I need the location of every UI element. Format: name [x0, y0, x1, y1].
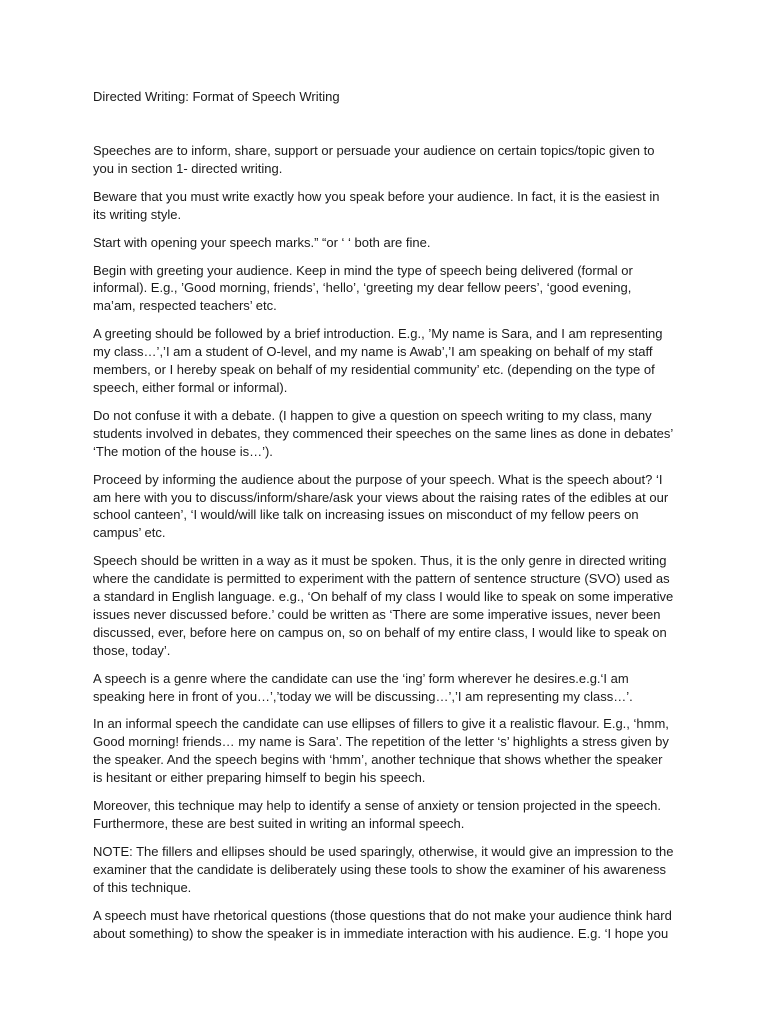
- paragraph-line: In an informal speech the candidate can use ellipses of fillers to give it a realistic flavour. E.g., ‘hmm,: [93, 716, 669, 732]
- paragraph-line: ‘The motion of the house is…’).: [93, 443, 273, 459]
- paragraph: [93, 715, 683, 787]
- paragraph-line: issues never discussed before.’ could be written as ‘There are some imperative issues, never been: [93, 606, 661, 622]
- paragraph: [93, 407, 683, 461]
- paragraph-line: speech, either formal or informal).: [93, 379, 288, 395]
- paragraph: [93, 907, 683, 943]
- paragraph-line: am here with you to discuss/inform/share/ask your views about the raising rates of the edibles at our: [93, 489, 669, 505]
- paragraph-line: of this technique.: [93, 879, 192, 895]
- paragraph-line: Good morning! friends… my name is Sara’. The repetition of the letter ‘s’ highlights a stress given by: [93, 734, 669, 750]
- paragraph-line: a standard in English language. e.g., ‘On behalf of my class I would like to speak on some imperative: [93, 589, 674, 605]
- paragraph: [93, 188, 683, 224]
- paragraph: [93, 670, 683, 706]
- document-title: Directed Writing: Format of Speech Writing: [93, 89, 340, 104]
- paragraph-line: speaking here in front of you…’,’today we will be discussing…’,’I am representing my class…’.: [93, 688, 633, 704]
- paragraph-line: Moreover, this technique may help to identify a sense of anxiety or tension projected in the speech.: [93, 798, 662, 814]
- paragraph-line: Begin with greeting your audience. Keep in mind the type of speech being delivered (formal or: [93, 262, 633, 278]
- paragraph-line: the speaker. And the speech begins with ‘hmm’, another technique that shows whether the speaker: [93, 752, 663, 768]
- paragraph-line: Do not confuse it with a debate. (I happen to give a question on speech writing to my class, many: [93, 407, 652, 423]
- paragraph: [93, 234, 683, 252]
- paragraph-line: Furthermore, these are best suited in writing an informal speech.: [93, 816, 465, 831]
- paragraph-line: is hesitant or either preparing himself to begin his speech.: [93, 770, 426, 786]
- paragraph-line: members, or I hereby speak on behalf of my residential community’ etc. (depending on the type of: [93, 362, 655, 378]
- paragraph-line: campus’ etc.: [93, 525, 166, 541]
- paragraph-line: my class…’,’I am a student of O-level, and my name is Awab’,’I am speaking on behalf of my staff: [93, 344, 653, 360]
- paragraph-line: A speech is a genre where the candidate can use the ‘ing’ form wherever he desires.e.g.‘I am: [93, 670, 629, 686]
- paragraph-line: informal). E.g., ’Good morning, friends’, ‘hello’, ‘greeting my dear fellow peers’, ‘good evening,: [93, 280, 632, 296]
- paragraph: [93, 262, 683, 316]
- paragraph-line: A speech must have rhetorical questions (those questions that do not make your audience think hard: [93, 907, 672, 923]
- paragraph-line: Proceed by informing the audience about the purpose of your speech. What is the speech about? ‘I: [93, 471, 663, 487]
- paragraph-line: its writing style.: [93, 206, 182, 222]
- paragraph: [93, 325, 683, 397]
- paragraph: [93, 471, 683, 543]
- paragraph: [93, 797, 683, 833]
- paragraph-line: examiner that the candidate is deliberately using these tools to show the examiner of his awareness: [93, 861, 667, 877]
- paragraph-line: Beware that you must write exactly how you speak before your audience. In fact, it is the easiest in: [93, 188, 660, 204]
- paragraph: [93, 552, 683, 659]
- document-body: [93, 142, 683, 952]
- paragraph-line: Start with opening your speech marks.” “or ‘ ‘ both are fine.: [93, 234, 431, 250]
- paragraph-line: NOTE: The fillers and ellipses should be used sparingly, otherwise, it would give an impression to the: [93, 843, 674, 859]
- paragraph-line: A greeting should be followed by a brief introduction. E.g., ’My name is Sara, and I am representing: [93, 326, 663, 342]
- paragraph-line: school canteen’, ‘I would/will like talk on increasing issues on misconduct of my fellow peers on: [93, 507, 639, 523]
- paragraph: [93, 843, 683, 897]
- paragraph-line: those, today’.: [93, 642, 171, 658]
- paragraph-line: about something) to show the speaker is in immediate interaction with his audience. E.g. ‘I hope you: [93, 925, 669, 941]
- paragraph-line: you in section 1- directed writing.: [93, 160, 283, 176]
- paragraph-line: Speeches are to inform, share, support or persuade your audience on certain topics/topic given to: [93, 143, 655, 158]
- paragraph-line: ma’am, respected teachers’ etc.: [93, 298, 277, 314]
- paragraph-line: Speech should be written in a way as it must be spoken. Thus, it is the only genre in directed writing: [93, 553, 667, 569]
- paragraph-line: students involved in debates, they commenced their speeches on the same lines as done in debates’: [93, 425, 674, 441]
- paragraph-line: where the candidate is permitted to experiment with the pattern of sentence structure (SVO) used as: [93, 571, 670, 587]
- paragraph-line: discussed, ever, before here on campus on, so on behalf of my entire class, I would like to speak on: [93, 624, 667, 640]
- paragraph: [93, 142, 683, 178]
